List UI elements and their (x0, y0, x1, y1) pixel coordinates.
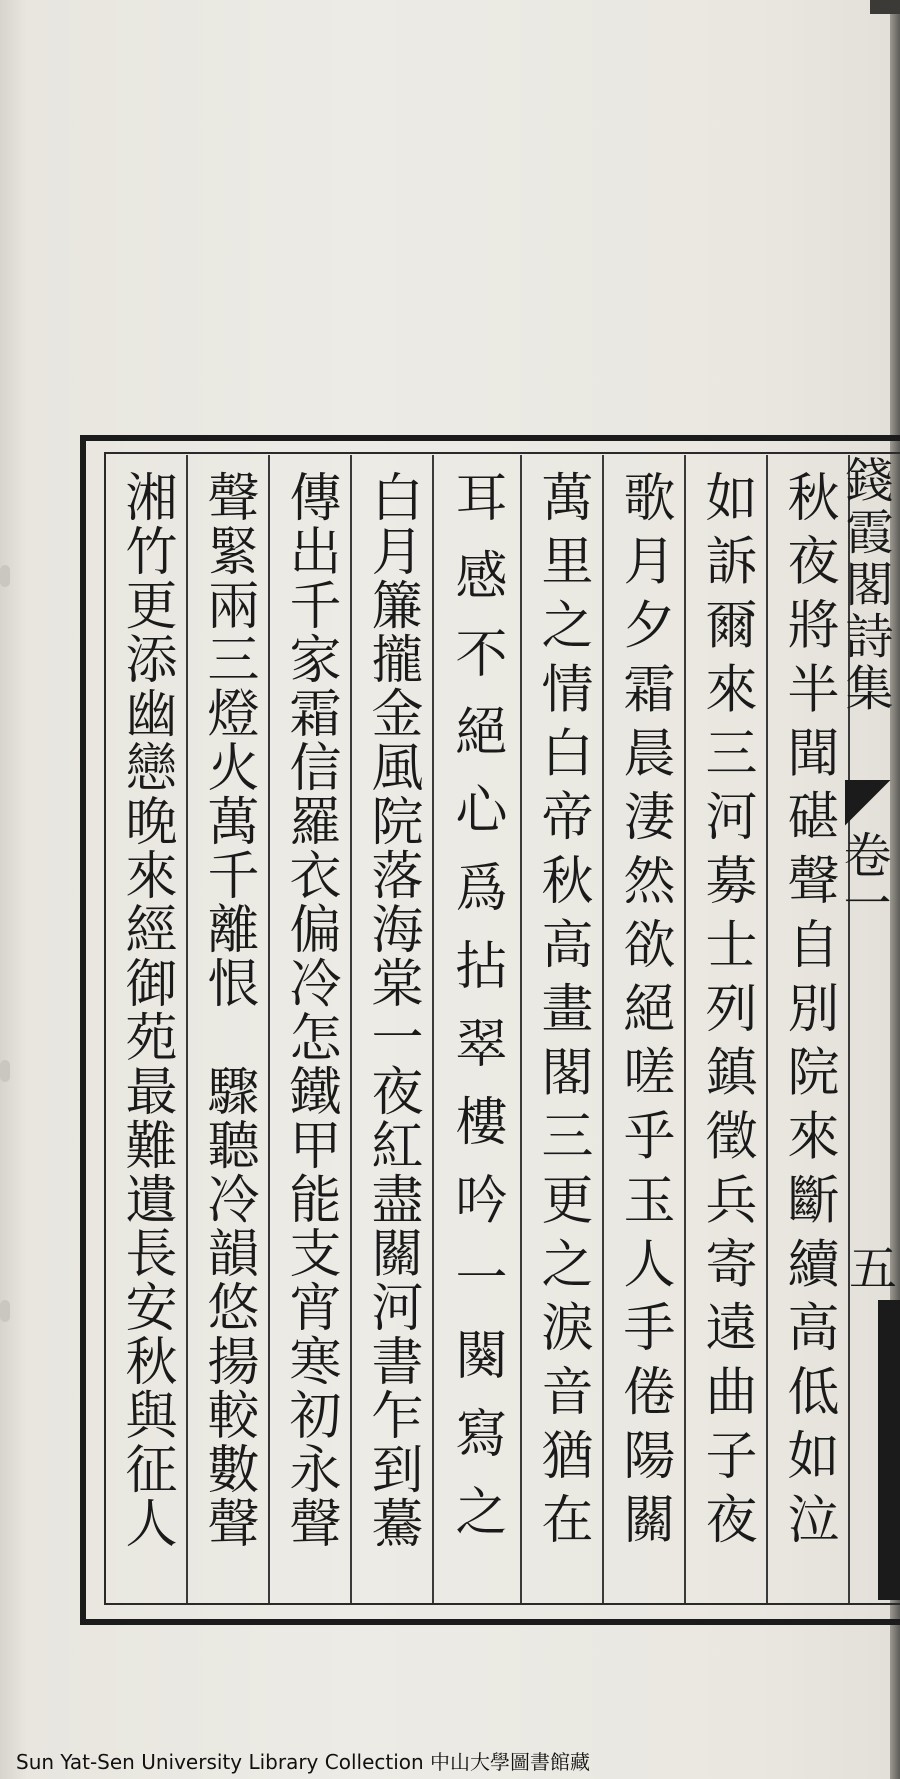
stitch-hole (0, 565, 10, 587)
stitch-hole (0, 1300, 10, 1322)
spine-top (870, 0, 900, 14)
text-column-3: 歌月夕霜晨淒然欲絕嗟乎玉人手倦陽關 (614, 470, 674, 1556)
text-column-5: 耳感不絕心爲拈翠樓吟一闋寫之 (446, 470, 506, 1562)
column-rule (432, 455, 434, 1603)
fish-tail-mark (845, 780, 895, 830)
stitch-hole (0, 1060, 10, 1082)
book-title: 錢霞閣詩集 (837, 455, 893, 715)
text-column-6: 白月簾攏金風院落海棠一夜紅盡關河書乍到驀 (362, 470, 422, 1550)
collection-watermark: Sun Yat-Sen University Library Collection 中山大學圖書館藏 (16, 1750, 591, 1774)
text-column-1: 秋夜將半聞碪聲自別院來斷續高低如泣 (778, 470, 838, 1556)
page-number: 五 (848, 1241, 897, 1297)
volume-label: 卷一 (835, 830, 891, 926)
text-column-4: 萬里之情白帝秋高畫閣三更之淚音猶在 (532, 470, 592, 1556)
text-column-7: 傳出千家霜信羅衣偏冷怎鐵甲能支宵寒初永聲 (280, 470, 340, 1550)
text-column-2: 如訴爾來三河募士列鎮徵兵寄遠曲子夜 (696, 470, 756, 1556)
black-mouth-bar (878, 1300, 900, 1600)
text-column-9: 湘竹更添幽戀晚來經御苑最難遺長安秋與征人 (116, 470, 176, 1550)
text-column-8: 聲緊兩三燈火萬千離恨 驟聽冷韻悠揚較數聲 (198, 470, 258, 1550)
